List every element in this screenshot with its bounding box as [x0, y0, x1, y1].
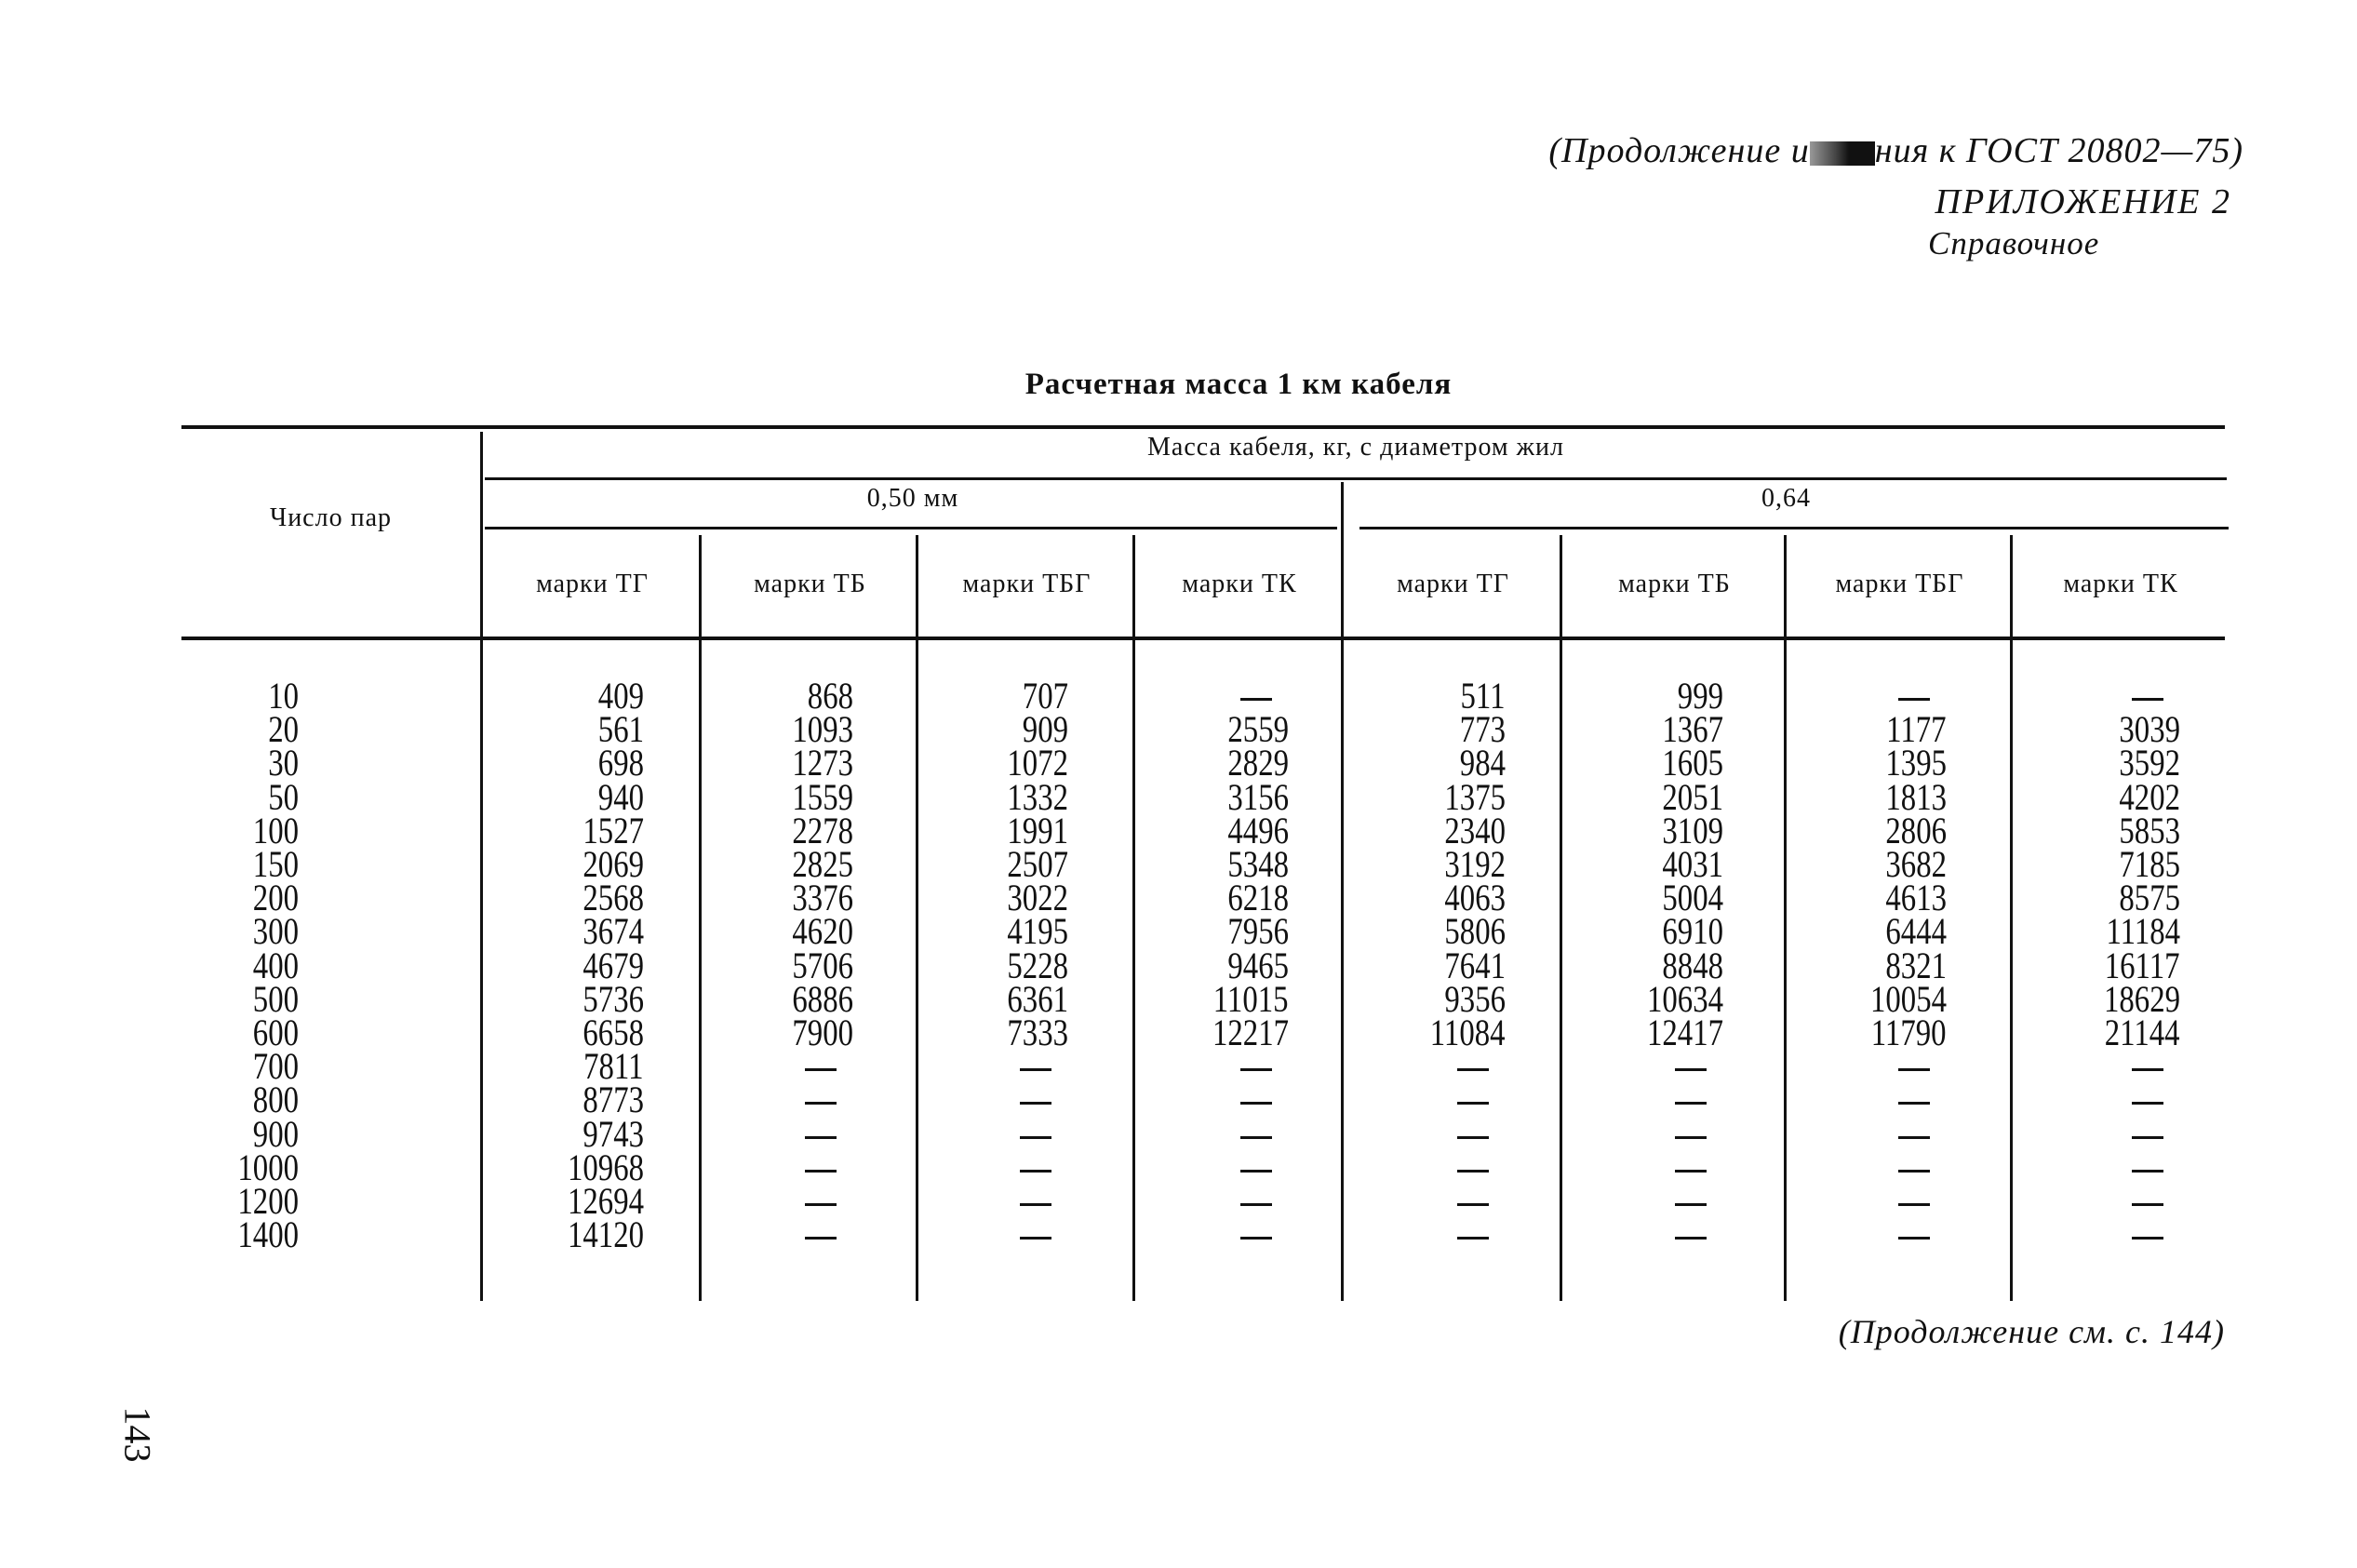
empty-value-dash — [1020, 1136, 1051, 1139]
column-header: марки ТБ — [754, 570, 866, 598]
table-title: Расчетная масса 1 км кабеля — [1024, 368, 1453, 401]
mass-cell: 940 — [597, 775, 644, 818]
column-divider — [916, 535, 918, 1301]
mass-cell: 12217 — [1212, 1012, 1289, 1053]
empty-value-dash — [1898, 1102, 1930, 1105]
empty-value-dash — [1898, 1068, 1930, 1071]
column-divider — [1560, 535, 1562, 1301]
mass-cell: 10634 — [1647, 977, 1723, 1020]
empty-value-dash — [1240, 1237, 1272, 1240]
mass-cell: 1375 — [1444, 775, 1506, 818]
mass-cell: 21144 — [2105, 1012, 2180, 1053]
mass-cell: 11084 — [1430, 1012, 1506, 1053]
diameter-header-050: 0,50 мм — [866, 484, 959, 513]
group-rule — [485, 477, 2227, 480]
empty-value-dash — [805, 1237, 837, 1240]
mass-cell: 4063 — [1444, 877, 1506, 919]
mass-cell: 3192 — [1444, 843, 1506, 885]
column-header: марки ТК — [2063, 570, 2178, 598]
empty-value-dash — [1020, 1237, 1051, 1240]
pairs-cell: 900 — [252, 1112, 299, 1155]
mass-cell: 7956 — [1227, 910, 1289, 953]
continuation-footer: (Продолжение см. с. 144) — [1838, 1313, 2225, 1350]
mass-cell: 5228 — [1007, 944, 1068, 986]
mass-cell: 6910 — [1662, 910, 1723, 953]
column-divider — [2010, 535, 2013, 1301]
empty-value-dash — [1675, 1068, 1707, 1071]
mass-cell: 6218 — [1227, 877, 1289, 919]
empty-value-dash — [1240, 1102, 1272, 1105]
pairs-cell: 1000 — [237, 1146, 299, 1188]
empty-value-dash — [2132, 1102, 2163, 1105]
appendix-type: Справочное — [1928, 225, 2100, 261]
mass-cell: 14120 — [568, 1213, 644, 1256]
mass-cell: 1332 — [1007, 775, 1068, 818]
mass-cell: 4613 — [1885, 877, 1947, 919]
column-divider — [1132, 535, 1135, 1301]
group-header: Масса кабеля, кг, с диаметром жил — [1147, 433, 1564, 462]
mass-cell: 4496 — [1227, 809, 1289, 851]
empty-value-dash — [1898, 698, 1930, 701]
empty-value-dash — [1240, 1203, 1272, 1206]
mass-cell: 4202 — [2119, 775, 2180, 818]
empty-value-dash — [2132, 1136, 2163, 1139]
mass-cell: 3682 — [1885, 843, 1947, 885]
pairs-cell: 400 — [252, 944, 299, 986]
mass-cell: 12417 — [1647, 1012, 1723, 1053]
mass-cell: 9356 — [1444, 977, 1506, 1020]
pairs-cell: 20 — [268, 708, 299, 751]
empty-value-dash — [1457, 1203, 1489, 1206]
mass-cell: 2568 — [583, 877, 644, 919]
pairs-cell: 30 — [268, 742, 299, 784]
column-divider — [1784, 535, 1787, 1301]
column-header: марки ТБГ — [1835, 570, 1964, 598]
mass-cell: 909 — [1022, 708, 1068, 751]
header-bottom-rule — [181, 637, 2225, 640]
empty-value-dash — [2132, 1237, 2163, 1240]
mass-cell: 5004 — [1662, 877, 1723, 919]
mass-cell: 6361 — [1007, 977, 1068, 1020]
mass-cell: 1395 — [1885, 742, 1947, 784]
mass-cell: 868 — [807, 675, 853, 717]
mass-cell: 3109 — [1662, 809, 1723, 851]
mass-cell: 11790 — [1871, 1012, 1947, 1053]
mass-cell: 3592 — [2119, 742, 2180, 784]
empty-value-dash — [1898, 1136, 1930, 1139]
empty-value-dash — [1240, 698, 1272, 701]
mass-cell: 1813 — [1885, 775, 1947, 818]
mass-cell: 1273 — [792, 742, 853, 784]
column-header: марки ТБ — [1618, 570, 1731, 598]
top-rule — [181, 425, 2225, 429]
empty-value-dash — [1457, 1237, 1489, 1240]
mass-cell: 3376 — [792, 877, 853, 919]
pairs-cell: 50 — [268, 775, 299, 818]
column-divider — [1341, 482, 1344, 1301]
mass-cell: 7811 — [583, 1045, 644, 1088]
diameter-header-064: 0,64 — [1761, 484, 1811, 513]
mass-cell: 8848 — [1662, 944, 1723, 986]
mass-cell: 8773 — [583, 1079, 644, 1121]
empty-value-dash — [1457, 1136, 1489, 1139]
mass-cell: 707 — [1022, 675, 1068, 717]
empty-value-dash — [1675, 1237, 1707, 1240]
continuation-prefix: (Продолжение и — [1548, 131, 1810, 170]
mass-cell: 8575 — [2119, 877, 2180, 919]
mass-cell: 9465 — [1227, 944, 1289, 986]
mass-cell: 11184 — [2106, 910, 2180, 953]
mass-cell: 2340 — [1444, 809, 1506, 851]
pairs-cell: 1200 — [237, 1180, 299, 1222]
empty-value-dash — [1240, 1068, 1272, 1071]
mass-cell: 1991 — [1007, 809, 1068, 851]
pairs-cell: 700 — [252, 1045, 299, 1088]
mass-cell: 3156 — [1227, 775, 1289, 818]
mass-cell: 3039 — [2119, 708, 2180, 751]
mass-cell: 511 — [1461, 675, 1506, 717]
mass-cell: 16117 — [2105, 944, 2180, 986]
mass-cell: 5853 — [2119, 809, 2180, 851]
mass-cell: 2069 — [583, 843, 644, 885]
page-number: 143 — [116, 1406, 159, 1463]
mass-cell: 999 — [1677, 675, 1723, 717]
redaction-mark — [1810, 141, 1875, 166]
column-header: марки ТГ — [536, 570, 649, 598]
continuation-suffix: ния к ГОСТ 20802—75) — [1874, 131, 2243, 170]
empty-value-dash — [1457, 1102, 1489, 1105]
mass-cell: 2829 — [1227, 742, 1289, 784]
empty-value-dash — [1898, 1203, 1930, 1206]
empty-value-dash — [2132, 1068, 2163, 1071]
empty-value-dash — [1898, 1170, 1930, 1173]
mass-cell: 773 — [1459, 708, 1506, 751]
pairs-cell: 100 — [252, 809, 299, 851]
mass-cell: 8321 — [1885, 944, 1947, 986]
mass-cell: 2825 — [792, 843, 853, 885]
empty-value-dash — [1898, 1237, 1930, 1240]
pairs-cell: 150 — [252, 843, 299, 885]
empty-value-dash — [1457, 1068, 1489, 1071]
pairs-cell: 1400 — [237, 1213, 299, 1256]
mass-cell: 10054 — [1870, 977, 1947, 1020]
row-header: Число пар — [270, 503, 392, 532]
empty-value-dash — [1675, 1136, 1707, 1139]
pairs-cell: 800 — [252, 1079, 299, 1121]
mass-cell: 7641 — [1444, 944, 1506, 986]
empty-value-dash — [1675, 1170, 1707, 1173]
mass-cell: 3022 — [1007, 877, 1068, 919]
mass-cell: 984 — [1459, 742, 1506, 784]
pairs-cell: 600 — [252, 1012, 299, 1053]
empty-value-dash — [1675, 1102, 1707, 1105]
mass-cell: 1177 — [1886, 708, 1947, 751]
appendix-label: ПРИЛОЖЕНИЕ 2 — [1935, 182, 2231, 221]
empty-value-dash — [1020, 1102, 1051, 1105]
empty-value-dash — [1240, 1170, 1272, 1173]
mass-cell: 6886 — [792, 977, 853, 1020]
mass-cell: 1559 — [792, 775, 853, 818]
mass-cell: 9743 — [583, 1112, 644, 1155]
empty-value-dash — [1457, 1170, 1489, 1173]
mass-cell: 6658 — [583, 1012, 644, 1053]
mass-cell: 1527 — [583, 809, 644, 851]
mass-cell: 7185 — [2119, 843, 2180, 885]
mass-cell: 4679 — [583, 944, 644, 986]
mass-cell: 698 — [597, 742, 644, 784]
pairs-cell: 300 — [252, 910, 299, 953]
empty-value-dash — [1675, 1203, 1707, 1206]
mass-cell: 4620 — [792, 910, 853, 953]
empty-value-dash — [805, 1102, 837, 1105]
diameter-rule-050 — [485, 527, 1337, 529]
mass-cell: 10968 — [568, 1146, 644, 1188]
empty-value-dash — [1020, 1203, 1051, 1206]
mass-cell: 2806 — [1885, 809, 1947, 851]
mass-cell: 1072 — [1007, 742, 1068, 784]
pairs-cell: 10 — [268, 675, 299, 717]
mass-cell: 1605 — [1662, 742, 1723, 784]
empty-value-dash — [805, 1136, 837, 1139]
mass-cell: 5736 — [583, 977, 644, 1020]
mass-cell: 7900 — [792, 1012, 853, 1053]
mass-cell: 1367 — [1662, 708, 1723, 751]
mass-cell: 1093 — [792, 708, 853, 751]
column-divider — [480, 432, 483, 1301]
mass-cell: 18629 — [2104, 977, 2180, 1020]
mass-cell: 2507 — [1007, 843, 1068, 885]
empty-value-dash — [1240, 1136, 1272, 1139]
mass-cell: 5706 — [792, 944, 853, 986]
mass-cell: 4195 — [1007, 910, 1068, 953]
mass-cell: 4031 — [1662, 843, 1723, 885]
empty-value-dash — [2132, 698, 2163, 701]
mass-cell: 561 — [597, 708, 644, 751]
mass-cell: 12694 — [568, 1180, 644, 1222]
mass-cell: 2559 — [1227, 708, 1289, 751]
mass-cell: 7333 — [1007, 1012, 1068, 1053]
empty-value-dash — [2132, 1203, 2163, 1206]
mass-cell: 11015 — [1213, 977, 1289, 1020]
continuation-header — [1548, 130, 2243, 171]
empty-value-dash — [805, 1170, 837, 1173]
column-divider — [699, 535, 702, 1301]
mass-cell: 5806 — [1444, 910, 1506, 953]
column-header: марки ТК — [1182, 570, 1297, 598]
empty-value-dash — [1020, 1170, 1051, 1173]
empty-value-dash — [805, 1068, 837, 1071]
mass-cell: 5348 — [1227, 843, 1289, 885]
mass-cell: 409 — [597, 675, 644, 717]
empty-value-dash — [2132, 1170, 2163, 1173]
empty-value-dash — [805, 1203, 837, 1206]
empty-value-dash — [1020, 1068, 1051, 1071]
column-header: марки ТБГ — [962, 570, 1091, 598]
column-header: марки ТГ — [1397, 570, 1509, 598]
pairs-cell: 500 — [252, 977, 299, 1020]
diameter-rule-064 — [1359, 527, 2229, 529]
mass-cell: 2278 — [792, 809, 853, 851]
mass-cell: 2051 — [1662, 775, 1723, 818]
mass-cell: 3674 — [583, 910, 644, 953]
mass-cell: 6444 — [1885, 910, 1947, 953]
pairs-cell: 200 — [252, 877, 299, 919]
